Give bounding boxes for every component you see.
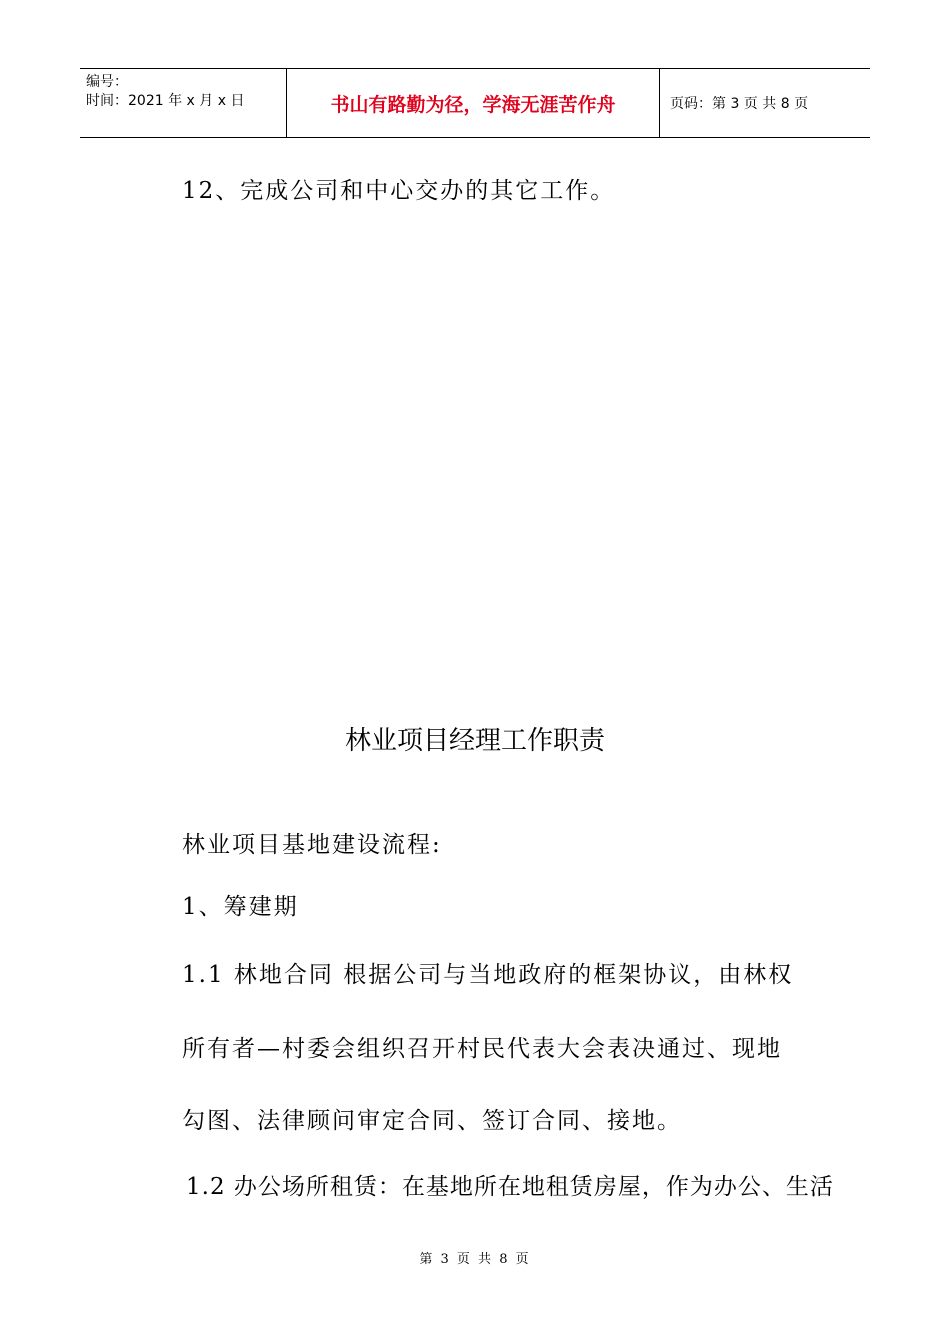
- page-header: [80, 68, 870, 138]
- subtitle: 林业项目基地建设流程:: [182, 832, 442, 858]
- item-12: 12、完成公司和中心交办的其它工作。: [182, 178, 616, 204]
- step-1-heading: 1、筹建期: [182, 894, 299, 920]
- header-meta: [80, 69, 287, 137]
- page-footer: 第 3 页 共 8 页: [419, 1252, 531, 1267]
- paragraph-1-1-line-1: 1.1 林地合同 根据公司与当地政府的框架协议，由林权: [182, 962, 794, 988]
- paragraph-1-1-line-2: 所有者—村委会组织召开村民代表大会表决通过、现地: [182, 1036, 782, 1062]
- time-label: 时间：2021 年 x 月 x 日: [86, 93, 245, 109]
- header-page-info: 页码：第 3 页 共 8 页: [670, 96, 809, 112]
- paragraph-1-1-line-3: 勾图、法律顾问审定合同、签订合同、接地。: [182, 1108, 682, 1134]
- section-title: 林业项目经理工作职责: [344, 726, 605, 756]
- paragraph-1-2-line-1: 1.2 办公场所租赁：在基地所在地租赁房屋，作为办公、生活: [186, 1174, 834, 1200]
- header-motto: 书山有路勤为径，学海无涯苦作舟: [287, 69, 660, 137]
- number-label: 编号：: [86, 74, 128, 90]
